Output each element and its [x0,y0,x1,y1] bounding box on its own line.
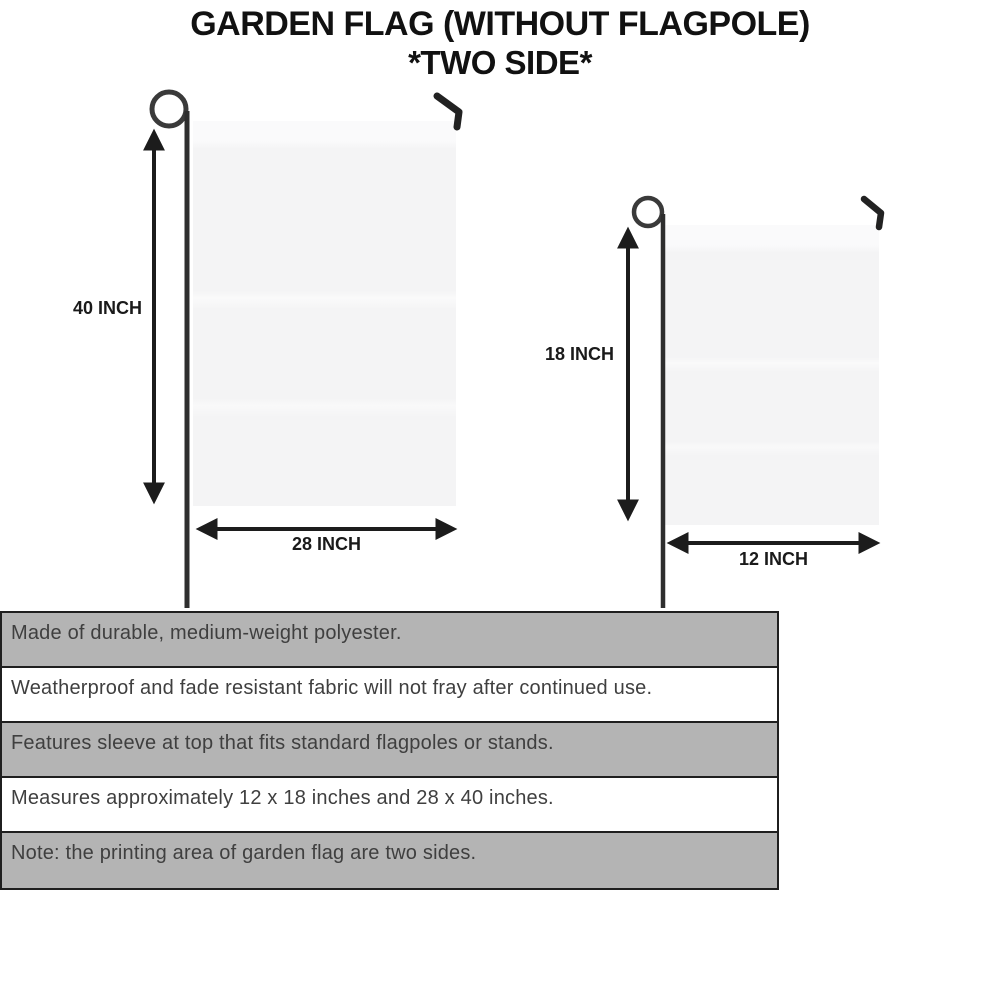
spec-row-sleeve: Features sleeve at top that fits standard flagpoles or stands. [2,723,777,778]
small-flagpole-hook-icon [864,199,881,227]
spec-row-material: Made of durable, medium-weight polyester. [2,613,777,668]
small-flag-width-label: 12 INCH [738,549,809,569]
page-title [0,4,1000,82]
small-flag-cloth [665,225,879,525]
large-flag-cloth [193,121,456,506]
large-flag-width-label: 28 INCH [291,534,362,554]
title-line-1: GARDEN FLAG (WITHOUT FLAGPOLE) [190,5,810,43]
spec-table [0,611,779,890]
spec-row-measures: Measures approximately 12 x 18 inches and 28 x 40 inches. [2,778,777,833]
spec-row-weatherproof: Weatherproof and fade resistant fabric will not fray after continued use. [2,668,777,723]
title-line-2: *TWO SIDE* [408,44,592,81]
spec-row-note: Note: the printing area of garden flag are two sides. [2,833,777,888]
large-flag-height-label: 40 INCH [72,298,142,318]
small-flag-height-label: 18 INCH [544,344,614,364]
